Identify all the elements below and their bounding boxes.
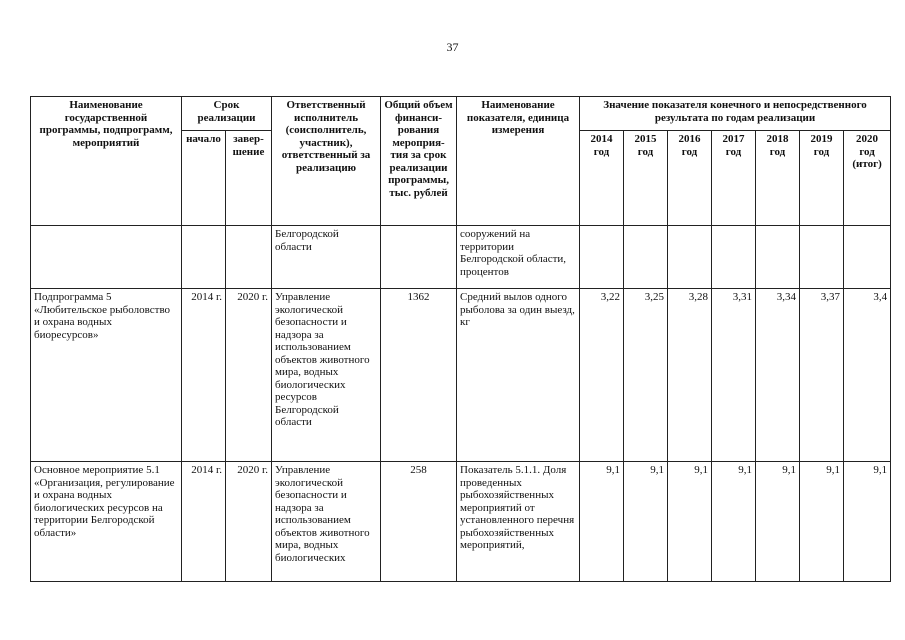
cell-value: 9,1 [624,462,668,582]
cell-value: 9,1 [756,462,800,582]
table-row [31,462,891,582]
col-header-executor: Ответственный исполнитель (соисполнитель, участник), ответственный за реализацию [272,97,381,226]
cell-funding [381,226,457,289]
col-header-year: 2017 год [712,131,756,226]
cell-value [624,226,668,289]
col-header-period-end: завер-шение [226,131,272,226]
cell-indicator: Средний вылов одного рыболова за один выезд, кг [457,289,580,462]
col-header-year: 2014 год [580,131,624,226]
cell-start: 2014 г. [182,462,226,582]
cell-program-name: Основное мероприятие 5.1 «Организация, регулирование и охрана водных биологических ресурсов на территории Белгородской области» [31,462,182,582]
cell-end [226,226,272,289]
cell-value: 3,25 [624,289,668,462]
cell-value [668,226,712,289]
col-header-indicator: Наименование показателя, единица измерения [457,97,580,226]
col-header-program-name: Наименование государственной программы, подпрограмм, мероприятий [31,97,182,226]
cell-value [712,226,756,289]
col-header-year: 2020 год (итог) [844,131,891,226]
cell-start: 2014 г. [182,289,226,462]
cell-program-name [31,226,182,289]
cell-value: 3,28 [668,289,712,462]
cell-indicator: сооружений на территории Белгородской области, процентов [457,226,580,289]
cell-value [756,226,800,289]
cell-value: 3,37 [800,289,844,462]
cell-executor: Управление экологической безопасности и надзора за использованием объектов животного мира, водных биологических ресурсов Белгородской области [272,289,381,462]
col-header-funding: Общий объем финанси-рования мероприя-тия за срок реализации программы, тыс. рублей [381,97,457,226]
col-header-period-start: начало [182,131,226,226]
cell-value [844,226,891,289]
col-header-period: Срок реализации [182,97,272,131]
cell-value: 9,1 [580,462,624,582]
cell-value: 9,1 [668,462,712,582]
program-indicators-table [30,96,891,582]
cell-value: 3,34 [756,289,800,462]
cell-funding: 1362 [381,289,457,462]
col-header-year: 2019 год [800,131,844,226]
col-header-year: 2018 год [756,131,800,226]
cell-program-name: Подпрограмма 5 «Любительское рыболовство и охрана водных биоресурсов» [31,289,182,462]
cell-value: 9,1 [844,462,891,582]
cell-value: 9,1 [800,462,844,582]
col-header-year: 2016 год [668,131,712,226]
cell-value: 3,4 [844,289,891,462]
col-header-values-title: Значение показателя конечного и непосредственного результата по годам реализации [580,97,891,131]
table-row [31,226,891,289]
cell-value: 3,22 [580,289,624,462]
page-number: 37 [446,40,459,54]
cell-funding: 258 [381,462,457,582]
header-row-1 [31,97,891,131]
cell-executor: Управление экологической безопасности и надзора за использованием объектов животного мира, водных биологических [272,462,381,582]
cell-executor: Белгородской области [272,226,381,289]
table-row [31,289,891,462]
cell-value: 3,31 [712,289,756,462]
col-header-year: 2015 год [624,131,668,226]
cell-value [800,226,844,289]
cell-end: 2020 г. [226,462,272,582]
cell-indicator: Показатель 5.1.1. Доля проведенных рыбохозяйственных мероприятий от установленного перечня рыбохозяйственных мероприятий, [457,462,580,582]
cell-end: 2020 г. [226,289,272,462]
cell-start [182,226,226,289]
cell-value: 9,1 [712,462,756,582]
cell-value [580,226,624,289]
